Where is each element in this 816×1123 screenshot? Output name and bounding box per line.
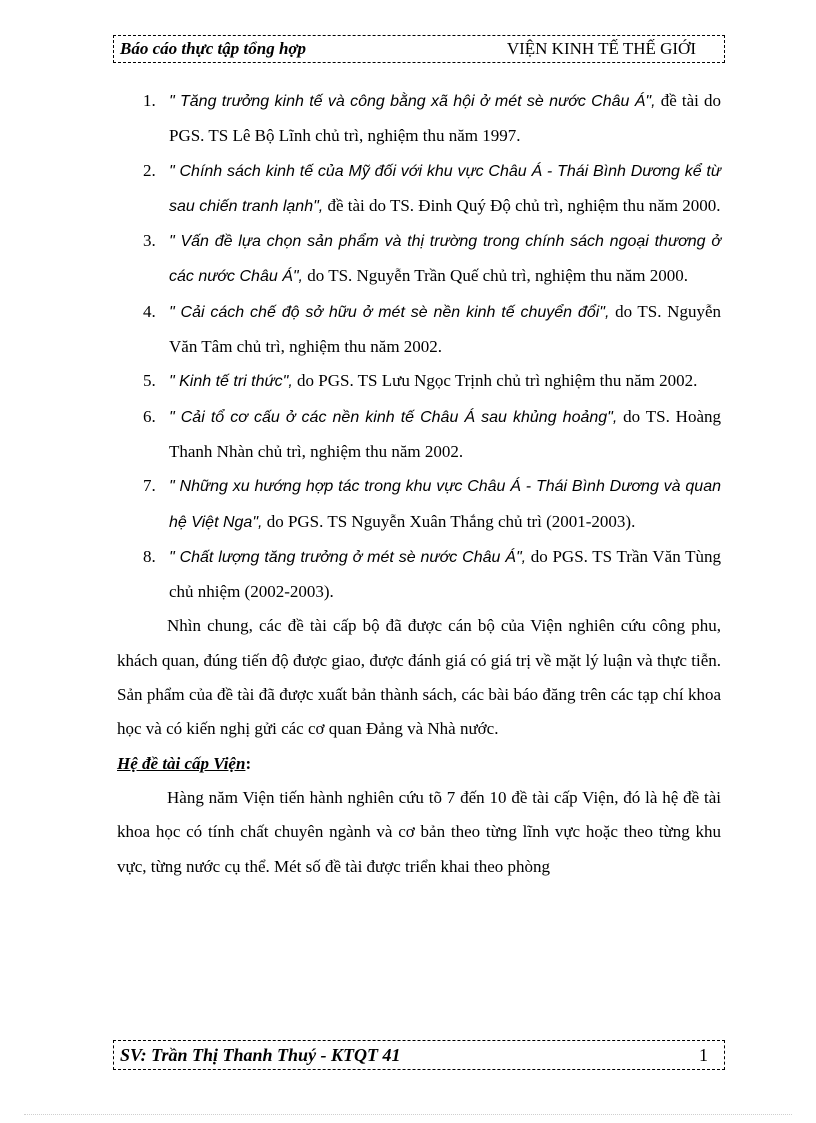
research-topic-list bbox=[117, 84, 721, 609]
item-title: " Kinh tế tri thức", bbox=[169, 373, 293, 391]
item-detail: do TS. Nguyễn Trần Quế chủ trì, nghiệm thu năm 2000. bbox=[303, 266, 688, 286]
item-number: 7. bbox=[143, 476, 156, 496]
item-detail: đề tài do PGS. TS Lê Bộ Lĩnh chủ trì, nghiệm thu năm 1997. bbox=[169, 91, 721, 146]
list-item bbox=[117, 469, 721, 540]
item-number: 4. bbox=[143, 301, 156, 321]
footer-student-name: SV: Trần Thị Thanh Thuý - KTQT 41 bbox=[120, 1045, 401, 1065]
page-number: 1 bbox=[699, 1045, 708, 1065]
item-detail: do PGS. TS Trần Văn Tùng chủ nhiệm (2002-2003). bbox=[169, 546, 721, 602]
list-item bbox=[117, 84, 721, 154]
summary-paragraph: Nhìn chung, các đề tài cấp bộ đã được cán bộ của Viện nghiên cứu công phu, khách quan, đúng tiến độ được giao, được đánh giá có giá trị về mặt lý luận và thực tiễn. Sản phẩm của đề tài đã được xuất bản thành sách, các bài báo đăng trên các tạp chí khoa học và có kiến nghị gửi các cơ quan Đảng và Nhà nước. bbox=[117, 616, 721, 739]
header-institute-name: VIỆN KINH TẾ THẾ GIỚI bbox=[506, 39, 696, 58]
item-number: 1. bbox=[143, 91, 156, 110]
item-number: 6. bbox=[143, 406, 156, 426]
page-boundary-divider bbox=[24, 1114, 792, 1115]
list-item bbox=[117, 400, 721, 470]
item-detail: do PGS. TS Nguyễn Xuân Thắng chủ trì (2001-2003). bbox=[262, 511, 636, 531]
institute-topics-paragraph: Hàng năm Viện tiến hành nghiên cứu tõ 7 đến 10 đề tài cấp Viện, đó là hệ đề tài khoa học có tính chất chuyên ngành và cơ bản theo từng lĩnh vực hoặc theo từng khu vực, từng nước cụ thể. Mét số đề tài được triển khai theo phòng bbox=[117, 787, 721, 876]
header-report-title: Báo cáo thực tập tổng hợp bbox=[120, 39, 307, 58]
page-header bbox=[113, 35, 725, 63]
item-title: " Tăng trưởng kinh tế và công bằng xã hội ở mét sè nước Châu Á", bbox=[169, 93, 656, 110]
item-title: " Những xu hướng hợp tác trong khu vực Châu Á - Thái Bình Dương và quan hệ Việt Nga", bbox=[169, 478, 721, 531]
item-title: " Vấn đề lựa chọn sản phẩm và thị trường trong chính sách ngoại thương ở các nước Châu Á", bbox=[169, 233, 721, 286]
item-number: 8. bbox=[143, 546, 156, 566]
item-detail: do TS. Hoàng Thanh Nhàn chủ trì, nghiệm thu năm 2002. bbox=[169, 406, 722, 461]
section-heading-colon: : bbox=[245, 753, 252, 773]
document-body bbox=[117, 84, 721, 884]
section-heading bbox=[117, 747, 721, 781]
item-title: " Chất lượng tăng trưởng ở mét sè nước Châu Á", bbox=[169, 548, 527, 566]
section-heading-text: Hệ đề tài cấp Viện bbox=[117, 753, 246, 773]
item-detail: do TS. Nguyễn Văn Tâm chủ trì, nghiệm thu năm 2002. bbox=[169, 301, 721, 357]
item-title: " Cải tổ cơ cấu ở các nền kinh tế Châu Á sau khủng hoảng", bbox=[169, 408, 618, 426]
list-item bbox=[117, 224, 721, 295]
list-item bbox=[117, 540, 721, 610]
item-number: 2. bbox=[143, 160, 156, 180]
list-item bbox=[117, 154, 721, 225]
item-detail: do PGS. TS Lưu Ngọc Trịnh chủ trì nghiệm thu năm 2002. bbox=[292, 371, 698, 391]
item-title: " Chính sách kinh tế của Mỹ đối với khu vực Châu Á - Thái Bình Dương kể từ sau chiến tranh lạnh", bbox=[169, 162, 721, 215]
page-footer bbox=[113, 1040, 725, 1070]
list-item bbox=[117, 364, 721, 399]
item-number: 3. bbox=[143, 231, 156, 251]
list-item bbox=[117, 295, 721, 365]
item-detail: đề tài do TS. Đinh Quý Độ chủ trì, nghiệm thu năm 2000. bbox=[323, 195, 721, 215]
item-title: " Cải cách chế độ sở hữu ở mét sè nền kinh tế chuyển đổi", bbox=[169, 303, 610, 321]
item-number: 5. bbox=[143, 371, 156, 391]
